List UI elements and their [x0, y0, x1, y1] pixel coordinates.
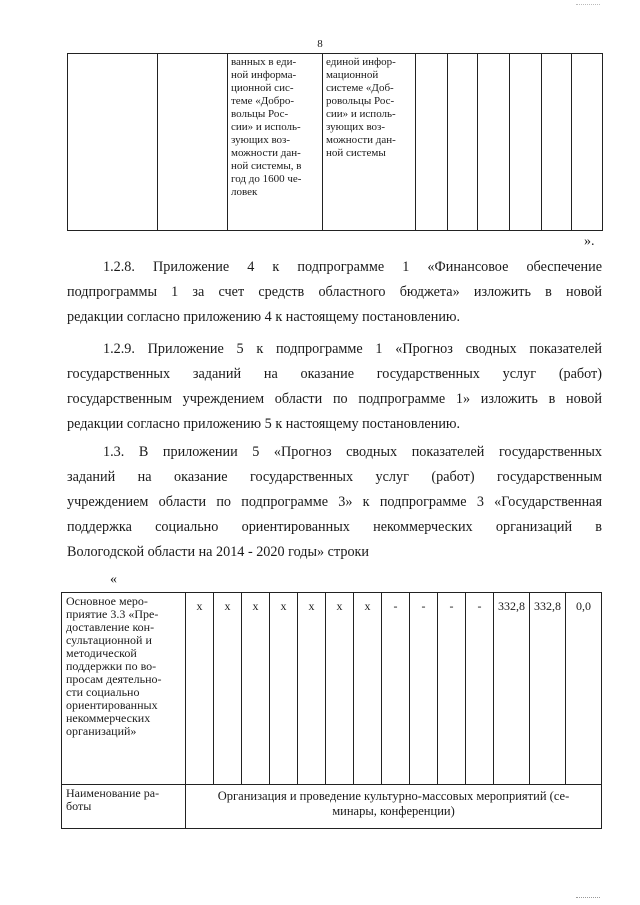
table-cell: 332,8 [494, 593, 530, 785]
table-cell: - [466, 593, 494, 785]
scan-mark-top [576, 4, 600, 6]
paragraph-line: редакции согласно приложению 4 к настоящему постановлению. [67, 309, 461, 325]
table-cell [542, 54, 572, 231]
paragraph-line: 1.2.8. Приложение 4 к подпрограмме 1 «Финансовое обеспечение [103, 259, 602, 275]
table-cell: х [270, 593, 298, 785]
table-cell: 332,8 [530, 593, 566, 785]
paragraph-line: государственным учреждением области по подпрограмме 1» изложить в новой [67, 391, 602, 407]
paragraph-line: заданий на оказание государственных услуг (работ) государственным [67, 469, 602, 485]
paragraph-line: учреждением области по подпрограмме 3» к подпрограмме 3 «Государственная [67, 494, 602, 510]
table-row [62, 593, 602, 785]
table-cell: - [382, 593, 410, 785]
table-cell: - [438, 593, 466, 785]
forecast-table [61, 592, 602, 829]
paragraph-line: Вологодской области на 2014 - 2020 годы» строки [67, 544, 370, 560]
row-label: Основное меро- приятие 3.3 «Пре- доставление кон- сультационной и методической поддержки по во- просам деятельно- сти социально ориентированных некоммерческих организаций» [66, 594, 162, 738]
indicator-text: ванных в еди- ной информа- ционной сис- теме «Добро- вольцы Рос- сии» и исполь- зующих воз- можности дан- ной системы, в год до 1600 че- ловек [231, 56, 302, 198]
table-cell: х [242, 593, 270, 785]
table-row [62, 785, 602, 829]
table-cell [158, 54, 228, 231]
closing-quote: ». [584, 234, 595, 249]
table-cell [448, 54, 478, 231]
table-cell [186, 785, 602, 829]
page-number: 8 [317, 38, 323, 50]
table-cell: х [354, 593, 382, 785]
table-cell [62, 593, 186, 785]
paragraph-line: редакции согласно приложению 5 к настоящему постановлению. [67, 416, 461, 432]
table-cell: х [214, 593, 242, 785]
table-cell [416, 54, 448, 231]
table-cell [510, 54, 542, 231]
work-name: Организация и проведение культурно-массовых мероприятий (се- минары, конференции) [217, 789, 570, 818]
paragraph-1-2-8 [67, 255, 602, 330]
table-cell [572, 54, 603, 231]
table-cell: х [186, 593, 214, 785]
table-cell [228, 54, 323, 231]
paragraph-line: государственных заданий на оказание государственных услуг (работ) [67, 366, 602, 382]
paragraph-line: 1.2.9. Приложение 5 к подпрограмме 1 «Прогноз сводных показателей [103, 341, 602, 357]
paragraph-1-3 [67, 440, 602, 565]
table-cell: 0,0 [566, 593, 602, 785]
paragraph-line: поддержка социально ориентированных некоммерческих организаций в [67, 519, 602, 535]
paragraph-line: 1.3. В приложении 5 «Прогноз сводных показателей государственных [103, 444, 602, 460]
scan-mark-bottom [576, 897, 600, 899]
paragraph-1-2-9 [67, 337, 602, 437]
continuation-table [67, 53, 603, 231]
table-cell [68, 54, 158, 231]
opening-quote: « [110, 572, 117, 587]
table-cell: - [410, 593, 438, 785]
table-cell: х [298, 593, 326, 785]
table-cell [478, 54, 510, 231]
indicator-text: единой инфор- мационной системе «Доб- ровольцы Рос- сии» и исполь- зующих воз- можности дан- ной системы [326, 56, 396, 159]
table-cell [323, 54, 416, 231]
paragraph-line: подпрограммы 1 за счет средств областного бюджета» изложить в новой [67, 284, 602, 300]
table-cell [62, 785, 186, 829]
table-row [68, 54, 603, 231]
row-label: Наименование ра- боты [66, 786, 160, 813]
table-cell: х [326, 593, 354, 785]
